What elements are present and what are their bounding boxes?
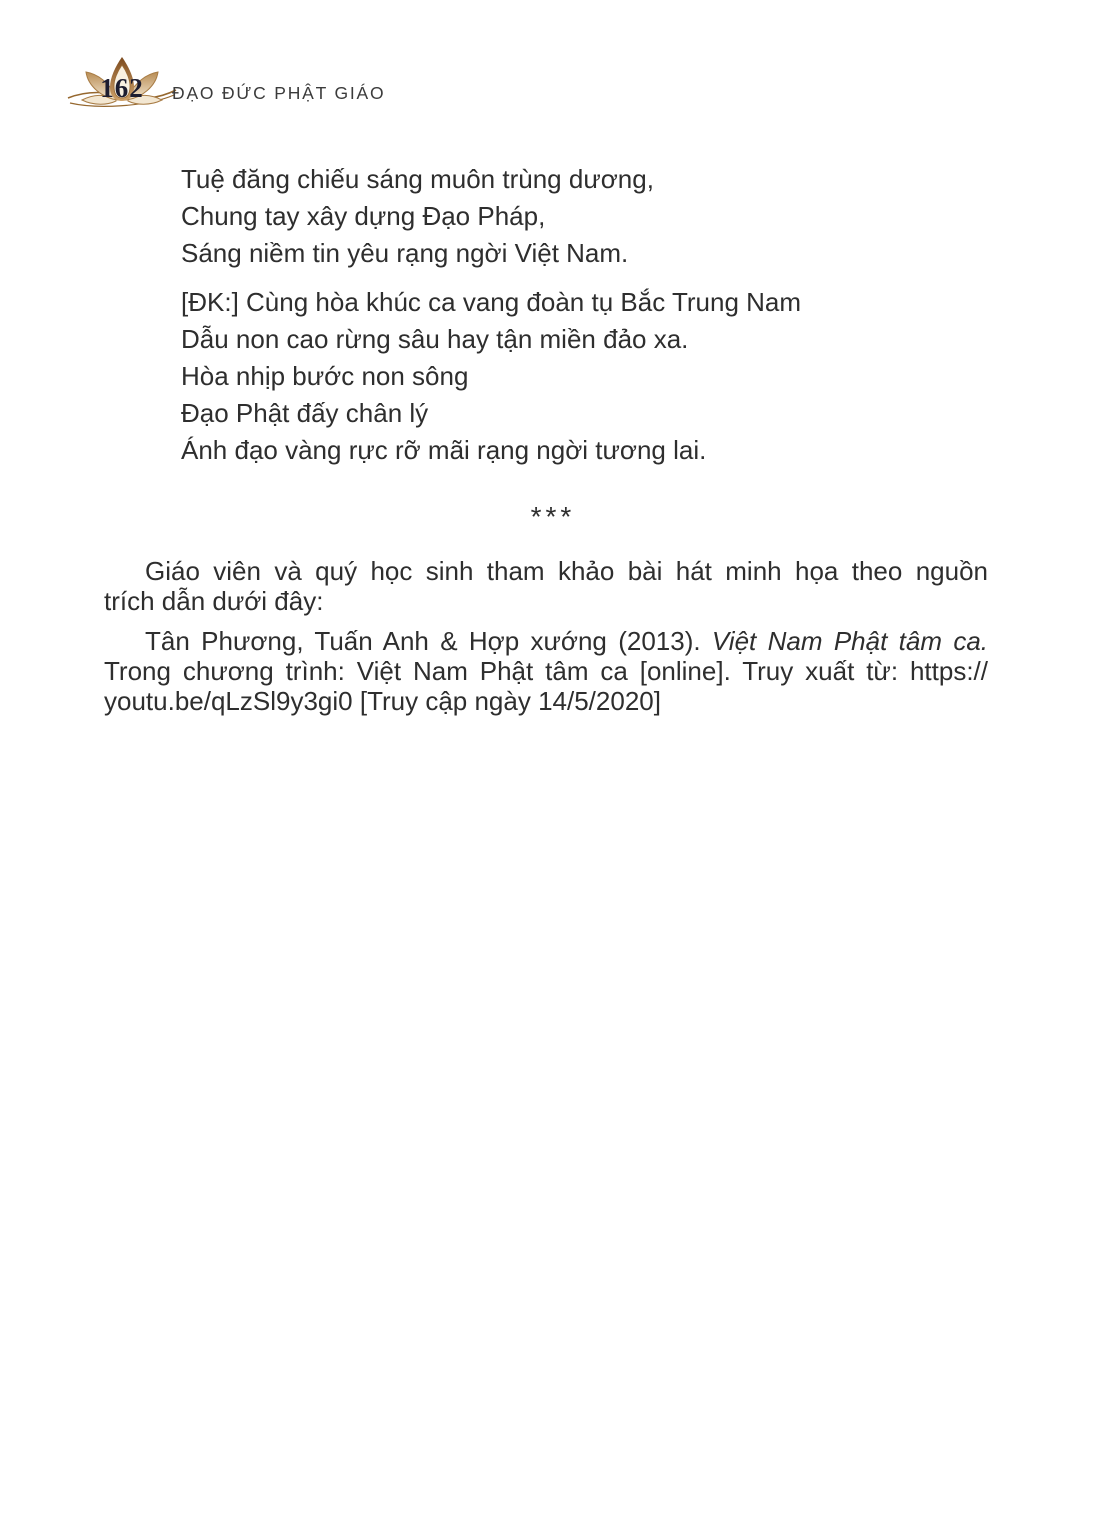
lyric-line: Ánh đạo vàng rực rỡ mãi rạng ngời tương lai. — [181, 435, 707, 465]
citation-authors: Tân Phương, Tuấn Anh & Hợp xướng (2013). — [145, 626, 712, 656]
page-header-emblem — [66, 54, 178, 114]
intro-paragraph — [104, 556, 988, 616]
lyric-line: Hòa nhịp bước non sông — [181, 361, 469, 391]
lyric-line: [ĐK:] Cùng hòa khúc ca vang đoàn tụ Bắc Trung Nam — [181, 287, 802, 317]
paragraph-line: Giáo viên và quý học sinh tham khảo bài hát minh họa theo nguồn — [145, 556, 988, 586]
citation-paragraph — [104, 626, 988, 716]
section-separator: *** — [530, 501, 576, 532]
paragraph-line: trích dẫn dưới đây: — [104, 586, 324, 616]
page-number: 162 — [100, 73, 144, 103]
lyric-line: Tuệ đăng chiếu sáng muôn trùng dương, — [181, 164, 654, 194]
lyric-line: Sáng niềm tin yêu rạng ngời Việt Nam. — [181, 238, 629, 268]
paragraph-line: Trong chương trình: Việt Nam Phật tâm ca [online]. Truy xuất từ: https:// — [104, 656, 988, 686]
paragraph-line — [104, 626, 988, 656]
lyrics-stanza-1 — [181, 161, 654, 272]
lyric-line: Đạo Phật đấy chân lý — [181, 398, 429, 428]
lyric-line: Chung tay xây dựng Đạo Pháp, — [181, 201, 546, 231]
running-header-title: ĐẠO ĐỨC PHẬT GIÁO — [172, 83, 386, 103]
citation-title-italic: Việt Nam Phật tâm ca. — [711, 626, 988, 656]
citation-url-line: youtu.be/qLzSl9y3gi0 [Truy cập ngày 14/5/2020] — [104, 686, 661, 716]
lyric-line: Dẫu non cao rừng sâu hay tận miền đảo xa. — [181, 324, 689, 354]
lyrics-stanza-2 — [181, 284, 801, 469]
